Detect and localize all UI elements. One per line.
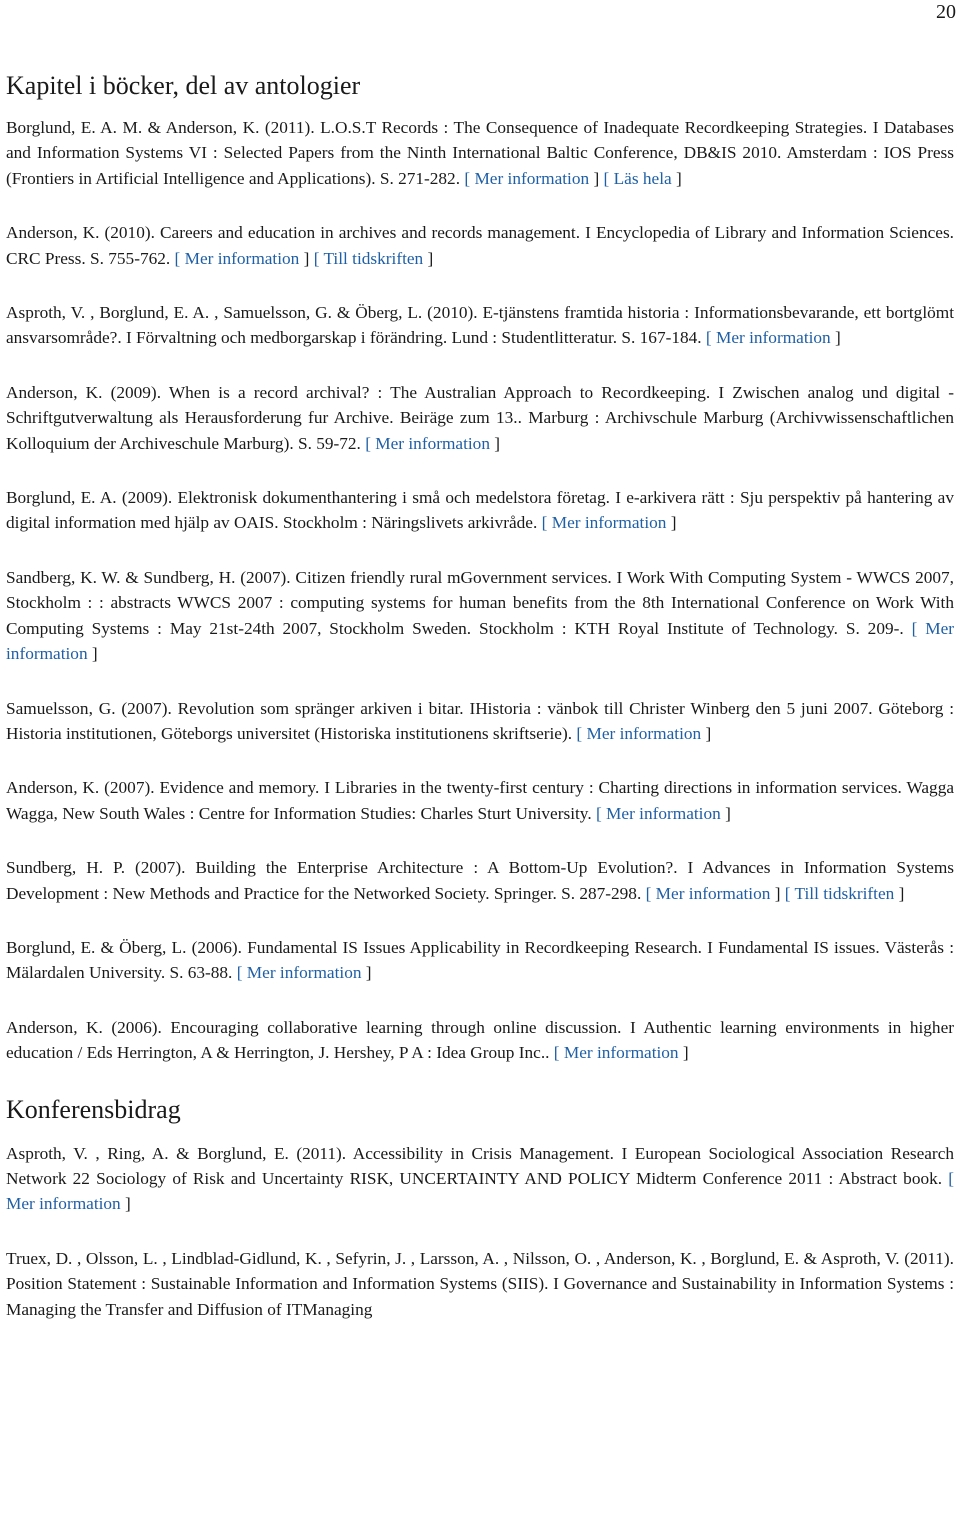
citation-link[interactable]: [ Mer information ] bbox=[174, 248, 310, 268]
citation-entry bbox=[6, 565, 954, 667]
citation-text: Asproth, V. , Ring, A. & Borglund, E. (2011). Accessibility in Crisis Management. I European Sociological Association Research Network 22 Sociology of Risk and Uncertainty RISK, UNCERTAINTY AND POLICY Midterm Conference 2011 : Abstract book. bbox=[6, 1143, 954, 1188]
citation-entry bbox=[6, 1015, 954, 1066]
citation-text: Sundberg, H. P. (2007). Building the Enterprise Architecture : A Bottom-Up Evolution?. I Advances in Information Systems Development : New Methods and Practice for the Networked Society. Springer. S. 287-298. bbox=[6, 858, 954, 903]
citation-entry bbox=[6, 775, 954, 826]
citation-entry bbox=[6, 1141, 954, 1217]
citation-link[interactable]: [ Mer information ] bbox=[365, 433, 501, 453]
citation-link[interactable]: [ Läs hela ] bbox=[603, 168, 682, 188]
citation-text: Anderson, K. (2009). When is a record archival? : The Australian Approach to Recordkeeping. I Zwischen analog und digital - Schriftgutverwaltung als Herausforderung fur Archive. Beiräge zum 13.. Marburg : Archivschule Marburg (Archivwissenschaftlichen Kolloquium der Archiveschule Marburg). S. 59-72. bbox=[6, 382, 954, 453]
citation-text: Anderson, K. (2010). Careers and education in archives and records management. I Encyclopedia of Library and Information Sciences. CRC Press. S. 755-762. bbox=[6, 223, 954, 268]
citation-entry bbox=[6, 300, 954, 351]
citation-entry bbox=[6, 1246, 954, 1322]
citation-text: Truex, D. , Olsson, L. , Lindblad-Gidlund, K. , Sefyrin, J. , Larsson, A. , Nilsson, O. , Anderson, K. , Borglund, E. & Asproth, V. (2011). Position Statement : Sustainable Information and Information Systems (SIIS). I Governance and Sustainability in Information Systems : Managing the Transfer and Diffusion of ITManaging bbox=[6, 1248, 954, 1319]
citation-entry bbox=[6, 935, 954, 986]
citation-link[interactable]: [ Till tidskriften ] bbox=[784, 883, 905, 903]
citation-link[interactable]: [ Mer information ] bbox=[236, 963, 372, 983]
citation-entry bbox=[6, 220, 954, 271]
citation-link[interactable]: [ Mer information ] bbox=[553, 1043, 689, 1063]
citation-text: Borglund, E. A. M. & Anderson, K. (2011). L.O.S.T Records : The Consequence of Inadequate Recordkeeping Strategies. I Databases and Information Systems VI : Selected Papers from the Ninth International Baltic Conference, DB&IS 2010. Amsterdam : IOS Press (Frontiers in Artificial Intelligence and Applications). S. 271-282. bbox=[6, 118, 954, 188]
citation-text: Sandberg, K. W. & Sundberg, H. (2007). Citizen friendly rural mGovernment services. I Work With Computing System - WWCS 2007, Stockholm : : abstracts WWCS 2007 : computing systems for human benefits from the 8th International Conference on Work With Computing Systems : May 21st-24th 2007, Stockholm Sweden. Stockholm : KTH Royal Institute of Technology. S. 209-. bbox=[6, 567, 954, 638]
citation-link[interactable]: [ Till tidskriften ] bbox=[313, 248, 434, 268]
citation-entry bbox=[6, 485, 954, 536]
citation-link[interactable]: [ Mer information ] bbox=[645, 883, 781, 903]
citation-entry bbox=[6, 380, 954, 456]
citation-text: Samuelsson, G. (2007). Revolution som spränger arkiven i bitar. IHistoria : vänbok till Christer Winberg den 5 juni 2007. Göteborg : Historia institutionen, Göteborgs universitet (Historiska institutionens skriftserie). bbox=[6, 698, 954, 743]
citation-link[interactable]: [ Mer information ] bbox=[6, 1168, 955, 1214]
page-number: 20 bbox=[936, 1, 956, 23]
citation-link[interactable]: [ Mer information ] bbox=[576, 723, 712, 743]
section-heading: Konferensbidrag bbox=[6, 1094, 181, 1124]
citation-text: Borglund, E. A. (2009). Elektronisk dokumenthantering i små och medelstora företag. I e-arkivera rätt : Sju perspektiv på hantering av digital information med hjälp av OAIS. Stockholm : Näringslivets arkivråde. bbox=[6, 488, 954, 533]
citation-text: Anderson, K. (2006). Encouraging collaborative learning through online discussion. I Authentic learning environments in higher education / Eds Herrington, A & Herrington, J. Hershey, P A : Idea Group Inc.. bbox=[6, 1017, 954, 1063]
citation-link[interactable]: [ Mer information ] bbox=[541, 513, 677, 533]
citation-entry bbox=[6, 696, 954, 747]
citation-text: Borglund, E. & Öberg, L. (2006). Fundamental IS Issues Applicability in Recordkeeping Research. I Fundamental IS issues. Västerås : Mälardalen University. S. 63-88. bbox=[6, 937, 954, 983]
section-heading: Kapitel i böcker, del av antologier bbox=[6, 71, 361, 100]
citation-link[interactable]: [ Mer information ] bbox=[595, 803, 731, 823]
citation-entry bbox=[6, 855, 954, 906]
citation-link[interactable]: [ Mer information ] bbox=[6, 618, 955, 664]
citation-text: Asproth, V. , Borglund, E. A. , Samuelsson, G. & Öberg, L. (2010). E-tjänstens framtida historia : Informationsbevarande, ett bortglömt ansvarsområde?. I Förvaltning och medborgarskap i förändring. Lund : Studentlitteratur. S. 167-184. bbox=[6, 303, 954, 348]
citation-link[interactable]: [ Mer information ] bbox=[705, 328, 841, 348]
document-body bbox=[6, 71, 954, 1351]
citation-entry bbox=[6, 115, 954, 191]
citation-text: Anderson, K. (2007). Evidence and memory. I Libraries in the twenty-first century : Charting directions in information services. Wagga Wagga, New South Wales : Centre for Information Studies: Charles Sturt University. bbox=[6, 778, 954, 823]
citation-link[interactable]: [ Mer information ] bbox=[464, 168, 600, 188]
